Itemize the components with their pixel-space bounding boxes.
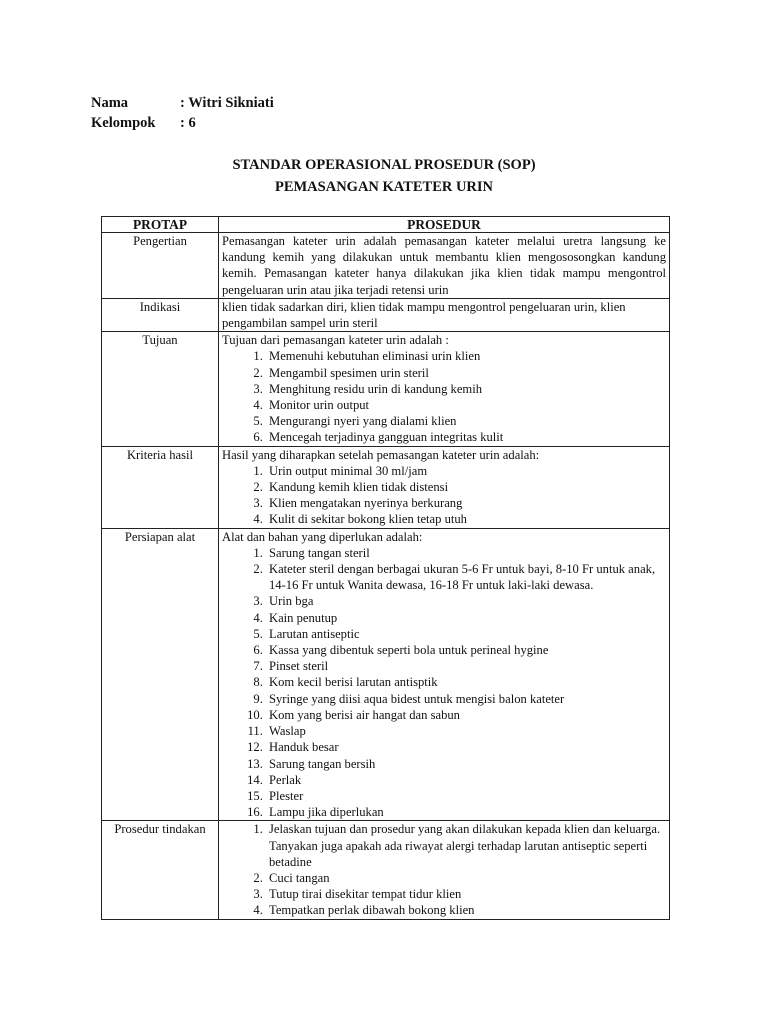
list-item: 1. Memenuhi kebutuhan eliminasi urin klien bbox=[266, 348, 666, 364]
list-item: 11. Waslap bbox=[266, 723, 666, 739]
table-header-row bbox=[102, 217, 670, 233]
list-item: 13. Sarung tangan bersih bbox=[266, 756, 666, 772]
title-line-2: PEMASANGAN KATETER URIN bbox=[274, 179, 494, 195]
list-intro: Alat dan bahan yang diperlukan adalah: bbox=[222, 529, 423, 544]
row-indikasi bbox=[102, 298, 670, 331]
numbered-list bbox=[222, 463, 666, 528]
list-item: 3. Klien mengatakan nyerinya berkurang bbox=[266, 495, 666, 511]
list-item: 12. Handuk besar bbox=[266, 739, 666, 755]
row-prosedur-tindakan bbox=[102, 821, 670, 919]
name-row bbox=[91, 93, 274, 113]
list-item: 3. Urin bga bbox=[266, 593, 666, 609]
list-item: 5. Mengurangi nyeri yang dialami klien bbox=[266, 413, 666, 429]
numbered-list bbox=[222, 821, 666, 918]
list-intro: Tujuan dari pemasangan kateter urin adalah : bbox=[222, 333, 449, 348]
row-persiapan-alat bbox=[102, 528, 670, 821]
group-row bbox=[91, 113, 274, 133]
list-item: 3. Tutup tirai disekitar tempat tidur klien bbox=[266, 886, 666, 902]
list-item: 15. Plester bbox=[266, 788, 666, 804]
header-protap: PROTAP bbox=[102, 217, 219, 233]
list-item: 2. Kateter steril dengan berbagai ukuran 5-6 Fr untuk bayi, 8-10 Fr untuk anak, 14-16 Fr untuk Wanita dewasa, 16-18 Fr untuk laki-laki dewasa. bbox=[266, 561, 666, 593]
numbered-list bbox=[222, 545, 666, 820]
row-content bbox=[219, 528, 670, 821]
list-item: 4. Tempatkan perlak dibawah bokong klien bbox=[266, 902, 666, 918]
list-intro: Hasil yang diharapkan setelah pemasangan kateter urin adalah: bbox=[222, 447, 540, 462]
document-title bbox=[0, 154, 768, 198]
row-content bbox=[219, 821, 670, 919]
row-label: Pengertian bbox=[102, 233, 219, 299]
list-item: 1. Urin output minimal 30 ml/jam bbox=[266, 463, 666, 479]
row-content: Pemasangan kateter urin adalah pemasangan kateter melalui uretra langsung ke kandung kemih yang dilakukan untuk membantu klien mengososongkan kandung kemih. Pemasangan kateter hanya dilakukan jika klien tidak mampu mengontrol pengeluaran urin atau jika terjadi retensi urin bbox=[219, 233, 670, 299]
row-content bbox=[219, 446, 670, 528]
numbered-list bbox=[222, 348, 666, 445]
row-label: Tujuan bbox=[102, 332, 219, 446]
student-info bbox=[91, 93, 274, 133]
row-label: Indikasi bbox=[102, 298, 219, 331]
list-item: 2. Kandung kemih klien tidak distensi bbox=[266, 479, 666, 495]
title-line-1: STANDAR OPERASIONAL PROSEDUR (SOP) bbox=[232, 157, 536, 173]
row-label: Prosedur tindakan bbox=[102, 821, 219, 919]
list-item: 6. Kassa yang dibentuk seperti bola untuk perineal hygine bbox=[266, 642, 666, 658]
row-label: Persiapan alat bbox=[102, 528, 219, 821]
list-item: 7. Pinset steril bbox=[266, 658, 666, 674]
list-item: 2. Cuci tangan bbox=[266, 870, 666, 886]
list-item: 8. Kom kecil berisi larutan antisptik bbox=[266, 674, 666, 690]
group-label: Kelompok bbox=[91, 115, 156, 131]
sop-table bbox=[101, 216, 670, 920]
row-tujuan bbox=[102, 332, 670, 446]
list-item: 4. Monitor urin output bbox=[266, 397, 666, 413]
row-pengertian bbox=[102, 233, 670, 299]
row-kriteria-hasil bbox=[102, 446, 670, 528]
list-item: 6. Mencegah terjadinya gangguan integritas kulit bbox=[266, 429, 666, 445]
row-content: klien tidak sadarkan diri, klien tidak mampu mengontrol pengeluaran urin, klien pengambilan sampel urin steril bbox=[219, 298, 670, 331]
row-content bbox=[219, 332, 670, 446]
list-item: 14. Perlak bbox=[266, 772, 666, 788]
header-prosedur: PROSEDUR bbox=[219, 217, 670, 233]
list-item: 10. Kom yang berisi air hangat dan sabun bbox=[266, 707, 666, 723]
list-item: 9. Syringe yang diisi aqua bidest untuk mengisi balon kateter bbox=[266, 691, 666, 707]
group-value: : 6 bbox=[180, 115, 196, 131]
list-item: 2. Mengambil spesimen urin steril bbox=[266, 365, 666, 381]
row-label: Kriteria hasil bbox=[102, 446, 219, 528]
list-item: 1. Sarung tangan steril bbox=[266, 545, 666, 561]
name-label: Nama bbox=[91, 95, 129, 111]
list-item: 3. Menghitung residu urin di kandung kemih bbox=[266, 381, 666, 397]
name-value: : Witri Sikniati bbox=[180, 95, 274, 111]
list-item: 5. Larutan antiseptic bbox=[266, 626, 666, 642]
list-item: 4. Kulit di sekitar bokong klien tetap utuh bbox=[266, 511, 666, 527]
list-item: 4. Kain penutup bbox=[266, 610, 666, 626]
list-item: 1. Jelaskan tujuan dan prosedur yang akan dilakukan kepada klien dan keluarga. Tanyakan juga apakah ada riwayat alergi terhadap larutan antiseptic seperti betadine bbox=[266, 821, 666, 870]
list-item: 16. Lampu jika diperlukan bbox=[266, 804, 666, 820]
